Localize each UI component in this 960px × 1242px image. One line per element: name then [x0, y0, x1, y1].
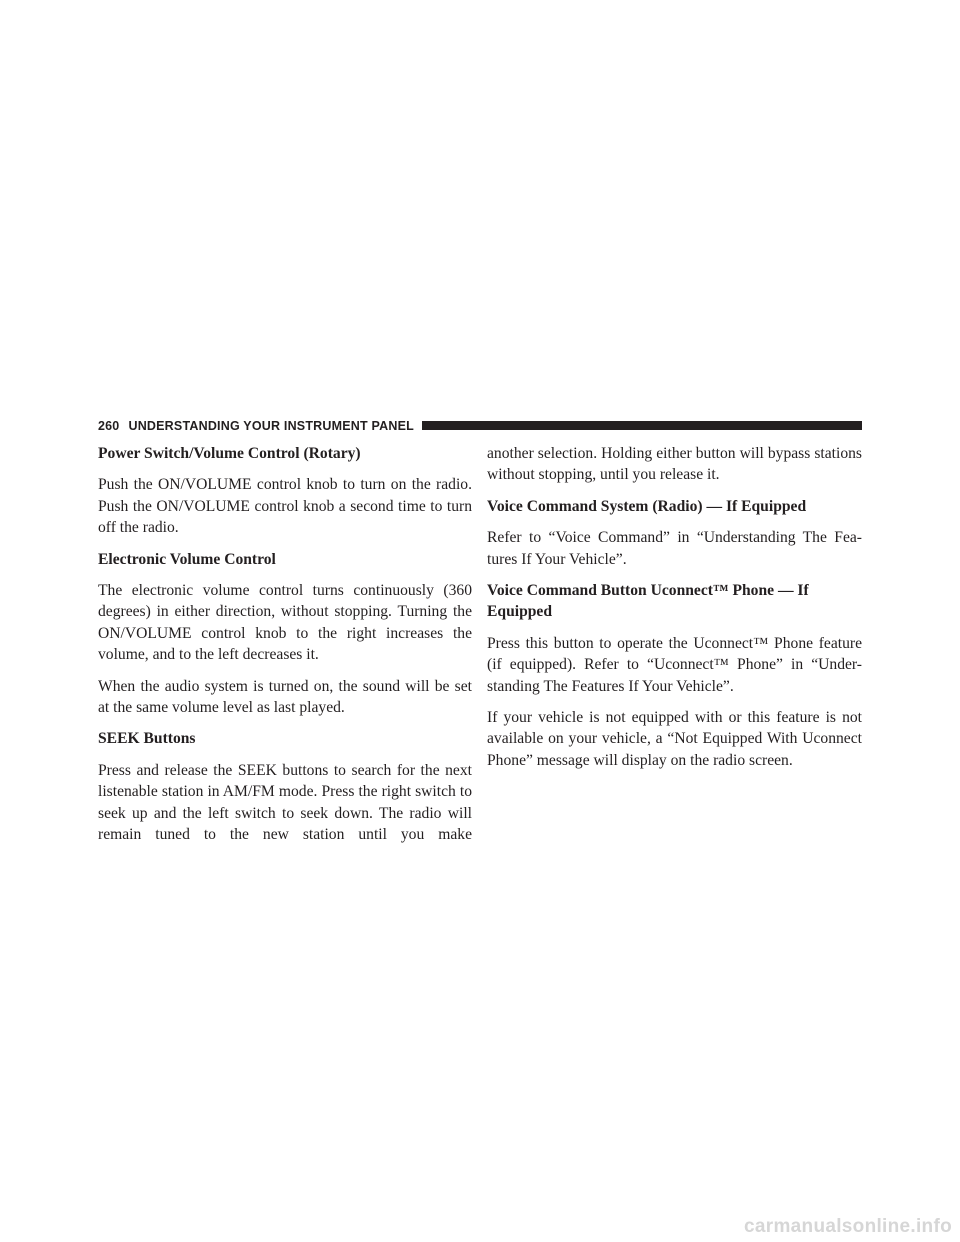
paragraph-voice-command-radio: Refer to “Voice Command” in “Understanding The Fea-tures If Your Vehicle”. — [487, 529, 862, 568]
page-number: 260 — [98, 419, 120, 433]
heading-power-switch: Power Switch/Volume Control (Rotary) — [98, 445, 361, 462]
header-rule — [422, 421, 862, 430]
paragraph-volume-level: When the audio system is turned on, the sound will be set at the same volume level as last played. — [98, 677, 472, 717]
heading-electronic-volume: Electronic Volume Control — [98, 550, 276, 568]
paragraph-not-equipped: If your vehicle is not equipped with or this feature is not available on your vehicle, a “Not Equipped With Uconnect Phone” message will display on the radio screen. — [487, 709, 862, 769]
paragraph-power-switch: Push the ON/VOLUME control knob to turn on the radio. Push the ON/VOLUME control knob a second time to turn off the radio. — [98, 476, 472, 537]
paragraph-seek-continued: another selection. Holding either button will bypass stations without stopping, until you release it. — [487, 445, 862, 484]
page-header — [98, 418, 862, 434]
left-column — [98, 443, 472, 856]
heading-seek-buttons: SEEK Buttons — [98, 730, 196, 748]
paragraph-electronic-volume: The electronic volume control turns continuously (360 degrees) in either direction, without stopping. Turning the ON/VOLUME control knob to the right increases the volume, and to the left decreases it. — [98, 582, 472, 664]
section-title: UNDERSTANDING YOUR INSTRUMENT PANEL — [128, 419, 414, 433]
watermark: carmanualsonline.info — [744, 1216, 952, 1237]
heading-voice-command-phone: Voice Command Button Uconnect™ Phone — If Equipped — [487, 582, 809, 621]
right-column — [487, 443, 862, 781]
paragraph-voice-command-phone: Press this button to operate the Uconnect™ Phone feature (if equipped). Refer to “Uconnect™ Phone” in “Under-standing The Features If Your Vehicle”. — [487, 634, 862, 695]
paragraph-seek-buttons: Press and release the SEEK buttons to search for the next listenable station in AM/FM mode. Press the right switch to seek up and the left switch to seek down. The radio will remain tuned to the new station until you make — [98, 761, 472, 844]
heading-voice-command-radio: Voice Command System (Radio) — If Equipped — [487, 497, 807, 515]
